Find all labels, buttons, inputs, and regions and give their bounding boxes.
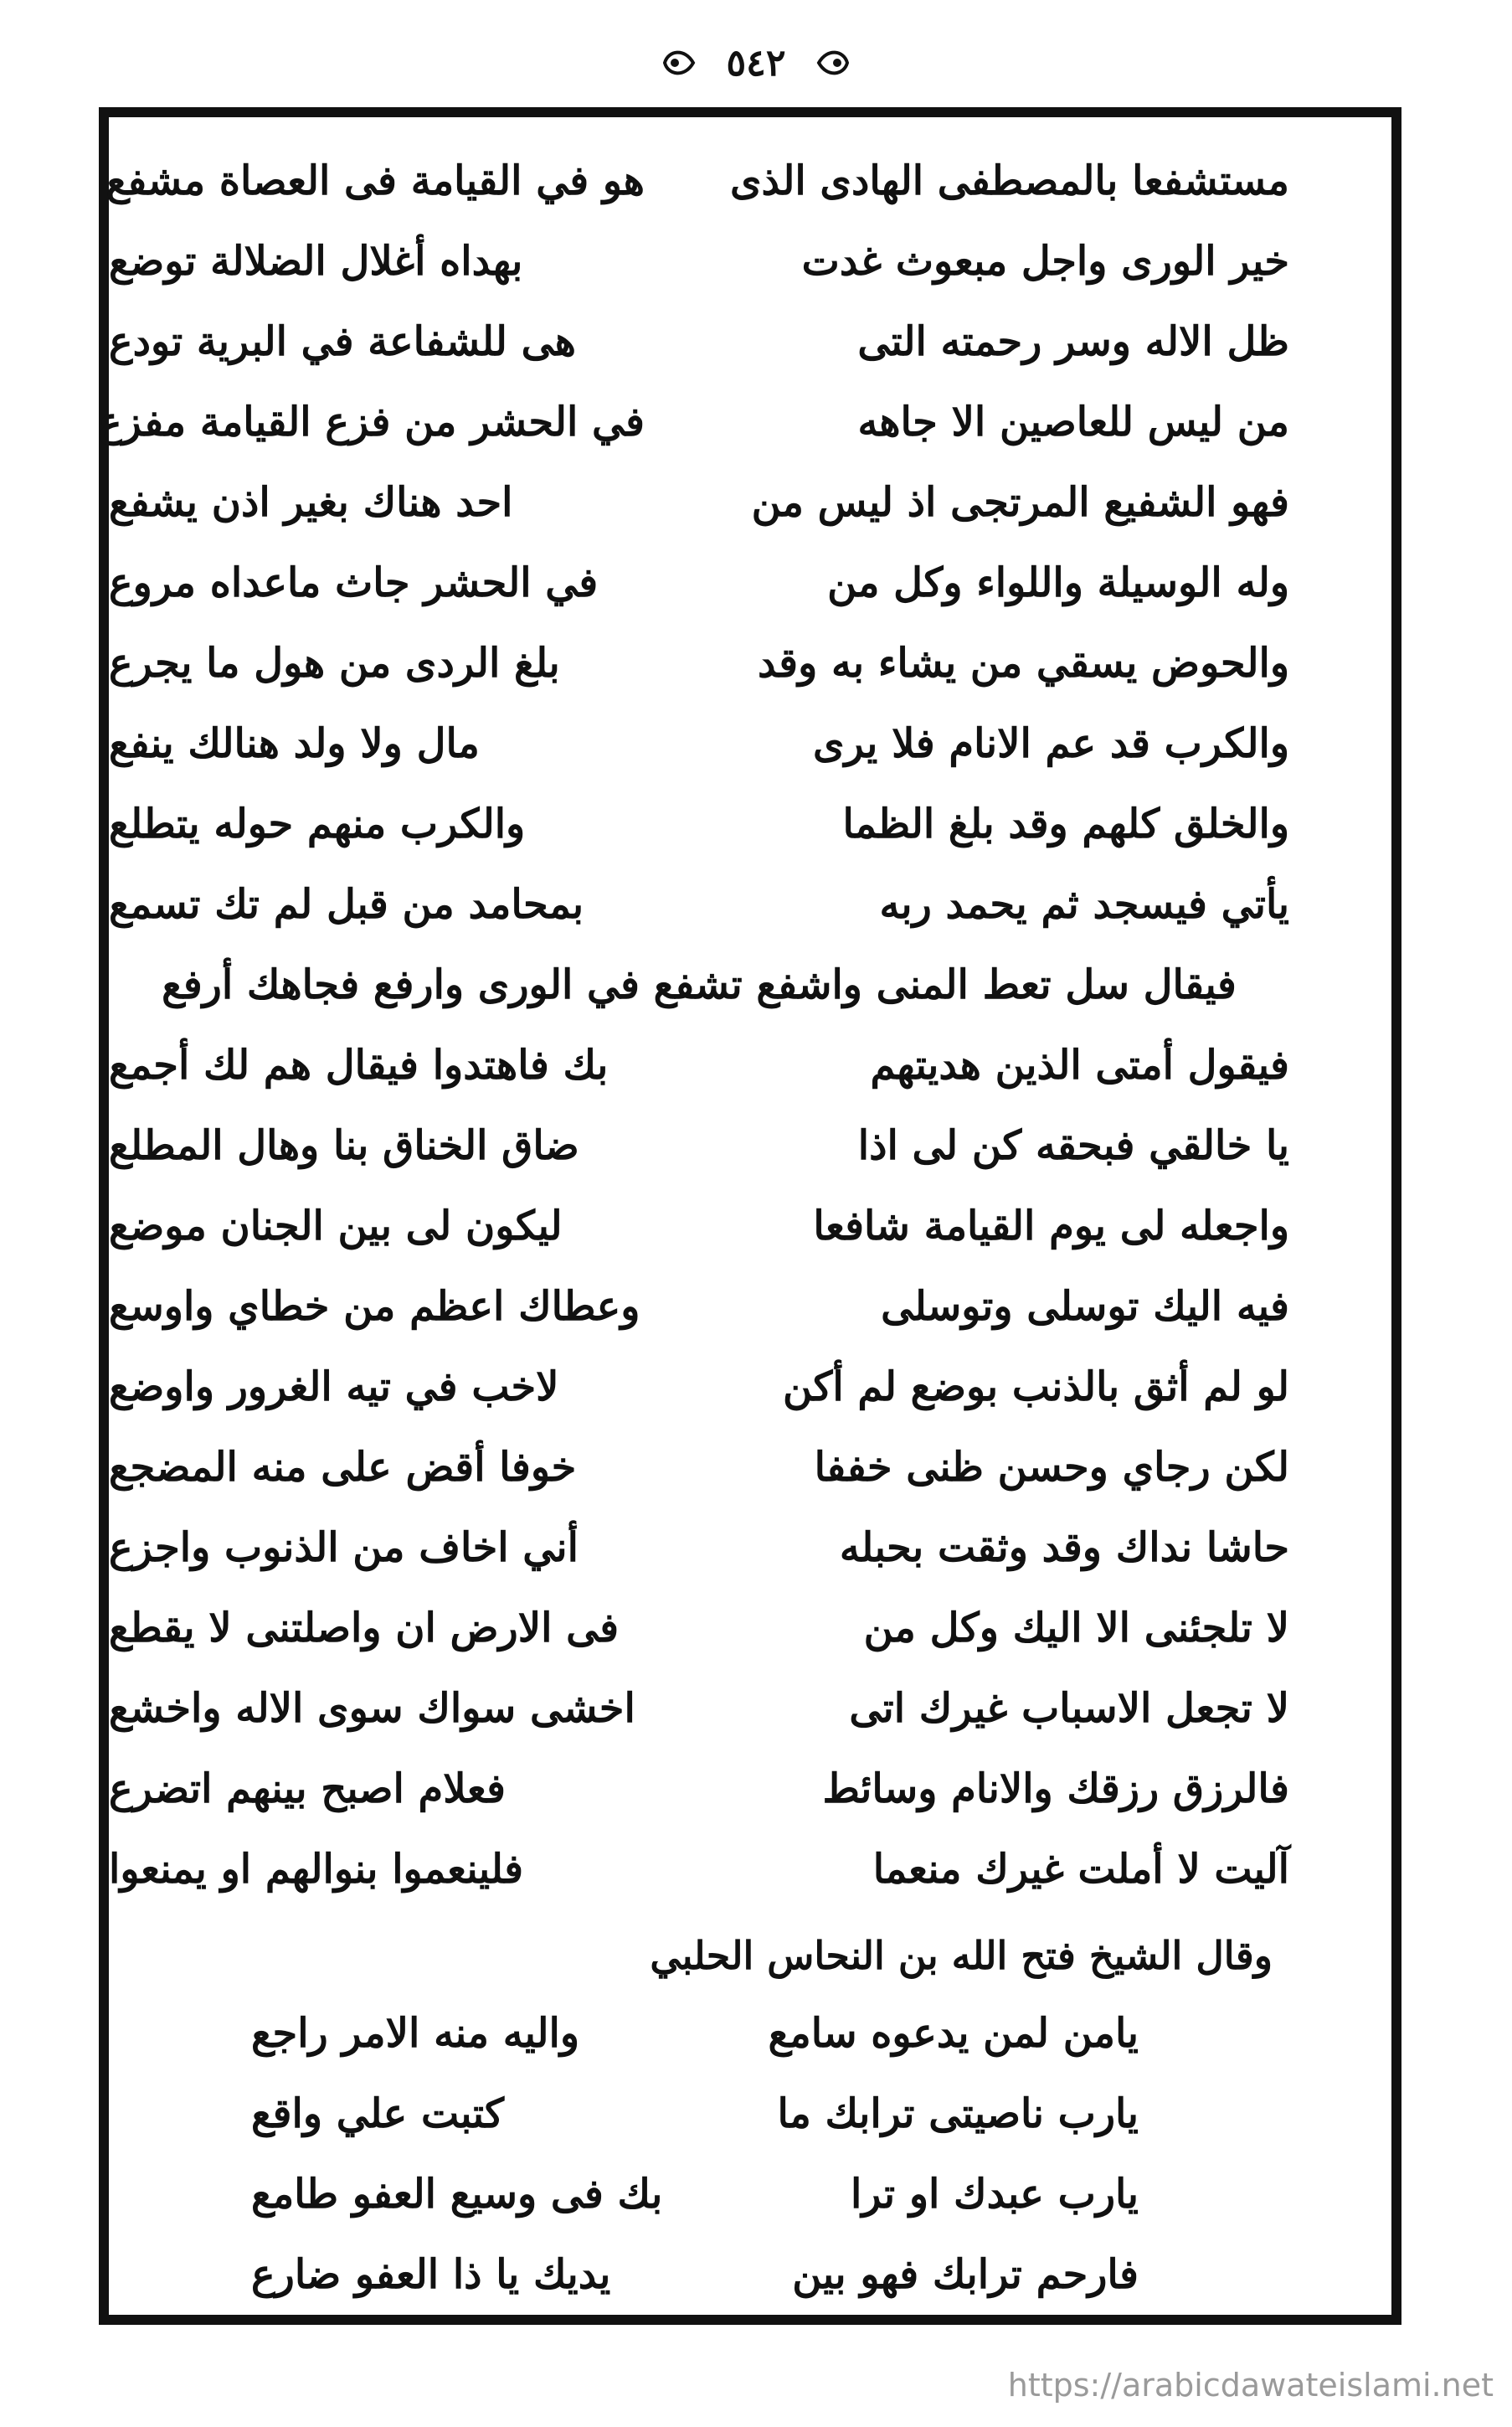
- second-hemistich: خوفا أقض على منه المضجع: [109, 1444, 577, 1491]
- verse-row: [109, 1105, 1289, 1186]
- watermark-url: https://arabicdawateislami.net: [1007, 2367, 1494, 2404]
- second-hemistich: أني اخاف من الذنوب واجزع: [109, 1524, 579, 1571]
- first-hemistich: وله الوسيلة واللواء وكل من: [827, 559, 1289, 606]
- second-hemistich: اخشى سواك سوى الاله واخشع: [109, 1685, 635, 1732]
- second-hemistich: ضاق الخناق بنا وهال المطلع: [109, 1122, 579, 1169]
- verse-row: [109, 1347, 1289, 1427]
- verse-row: [109, 1668, 1289, 1749]
- verse-row: [109, 1507, 1289, 1588]
- verse-row: [105, 141, 1289, 221]
- verse-row: [109, 703, 1289, 784]
- second-hemistich: فعلام اصبح بينهم اتضرع: [109, 1765, 506, 1812]
- first-hemistich: فيه اليك توسلى وتوسلى: [881, 1283, 1289, 1330]
- first-hemistich: آليت لا أملت غيرك منعما: [872, 1846, 1289, 1893]
- first-hemistich: من ليس للعاصين الا جاهه: [857, 399, 1289, 446]
- verse-row: [109, 543, 1289, 623]
- second-hemistich: في الحشر جاث ماعداه مروع: [109, 559, 599, 606]
- left-ornament-icon: [660, 44, 698, 82]
- second-hemistich: هى للشفاعة في البرية تودع: [109, 318, 576, 365]
- second-hemistich: بلغ الردى من هول ما يجرع: [109, 640, 560, 687]
- second-hemistich: بمحامد من قبل لم تك تسمع: [109, 881, 584, 928]
- first-hemistich: فيقول أمتى الذين هديتهم: [870, 1042, 1289, 1089]
- section-title: وقال الشيخ فتح الله بن النحاس الحلبي: [650, 1933, 1273, 1978]
- first-hemistich: لو لم أثق بالذنب بوضع لم أكن: [782, 1363, 1289, 1410]
- first-hemistich: فالرزق رزقك والانام وسائط: [822, 1765, 1289, 1812]
- first-hemistich: والحوض يسقي من يشاء به وقد: [757, 640, 1289, 687]
- verse-row: [109, 623, 1289, 703]
- first-hemistich: والخلق كلهم وقد بلغ الظما: [842, 801, 1289, 848]
- second-hemistich: بهداه أغلال الضلالة توضع: [109, 238, 523, 285]
- page-header: [0, 33, 1512, 92]
- second-hemistich: بك فاهتدوا فيقال هم لك أجمع: [109, 1042, 609, 1089]
- first-hemistich: خير الورى واجل مبعوث غدت: [801, 238, 1289, 285]
- first-hemistich: يأتي فيسجد ثم يحمد ربه: [879, 881, 1289, 928]
- first-hemistich: لا تلجئنى الا اليك وكل من: [863, 1605, 1289, 1651]
- page-number: ٥٤٢: [726, 41, 786, 85]
- first-hemistich: فهو الشفيع المرتجى اذ ليس من: [751, 479, 1289, 526]
- first-hemistich: ظل الاله وسر رحمته التى: [857, 318, 1289, 365]
- second-hemistich: احد هناك بغير اذن يشفع: [109, 479, 513, 526]
- right-ornament-icon: [814, 44, 852, 82]
- verse-row: [109, 1266, 1289, 1347]
- second-hemistich: والكرب منهم حوله يتطلع: [109, 801, 526, 848]
- verse-row: [109, 1025, 1289, 1105]
- verse-row: [109, 462, 1289, 543]
- full-width-verse: فيقال سل تعط المنى واشفع تشفع في الورى وارفع فجاهك أرفع: [162, 961, 1237, 1008]
- verse-row: [109, 784, 1289, 864]
- verse-row: [109, 1427, 1289, 1507]
- second-hemistich: واليه منه الامر راجع: [251, 2010, 580, 2057]
- verse-row: [109, 1749, 1289, 1829]
- verse-row: [109, 864, 1289, 945]
- second-hemistich: بك فى وسيع العفو طامع: [251, 2171, 663, 2218]
- second-hemistich: لاخب في تيه الغرور واوضع: [109, 1363, 559, 1410]
- second-hemistich: فى الارض ان واصلتنى لا يقطع: [109, 1605, 620, 1651]
- first-hemistich: يا خالقي فبحقه كن لى اذا: [857, 1122, 1289, 1169]
- first-hemistich: مستشفعا بالمصطفى الهادى الذى: [729, 157, 1289, 204]
- second-hemistich: فلينعموا بنوالهم او يمنعوا: [109, 1846, 524, 1893]
- poem-verses: [98, 141, 1289, 1925]
- second-hemistich: كتبت علي واقع: [251, 2090, 504, 2137]
- first-hemistich: يامن لمن يدعوه سامع: [768, 2010, 1139, 2057]
- first-hemistich: فارحم ترابك فهو بين: [792, 2251, 1139, 2298]
- first-hemistich: يارب ناصيتى ترابك ما: [777, 2090, 1139, 2137]
- second-poem-verses: [251, 1993, 1139, 2311]
- verse-row: [109, 221, 1289, 301]
- first-hemistich: لكن رجاي وحسن ظنى خففا: [814, 1444, 1289, 1491]
- second-hemistich: يديك يا ذا العفو ضارع: [251, 2251, 611, 2298]
- verse-row: [251, 1993, 1139, 2074]
- first-hemistich: والكرب قد عم الانام فلا يرى: [812, 720, 1289, 767]
- first-hemistich: واجعله لى يوم القيامة شافعا: [813, 1203, 1289, 1250]
- second-hemistich: وعطاك اعظم من خطاي واوسع: [109, 1283, 640, 1330]
- first-hemistich: حاشا نداك وقد وثقت بحبله: [839, 1524, 1289, 1571]
- second-hemistich: في الحشر من فزع القيامة مفزع: [98, 399, 645, 446]
- second-hemistich: مال ولا ولد هنالك ينفع: [109, 720, 480, 767]
- verse-row: [109, 301, 1289, 382]
- second-hemistich: هو في القيامة فى العصاة مشفع: [105, 157, 645, 204]
- verse-row: [109, 1588, 1289, 1668]
- verse-row: [251, 2074, 1139, 2154]
- verse-row: [98, 382, 1289, 462]
- verse-row: [109, 1829, 1289, 1909]
- second-hemistich: ليكون لى بين الجنان موضع: [109, 1203, 563, 1250]
- verse-row: [251, 2234, 1139, 2315]
- first-hemistich: لا تجعل الاسباب غيرك اتى: [849, 1685, 1289, 1732]
- verse-row: [109, 1186, 1289, 1266]
- first-hemistich: يارب عبدك او ترا: [850, 2171, 1139, 2218]
- verse-row: [251, 2154, 1139, 2234]
